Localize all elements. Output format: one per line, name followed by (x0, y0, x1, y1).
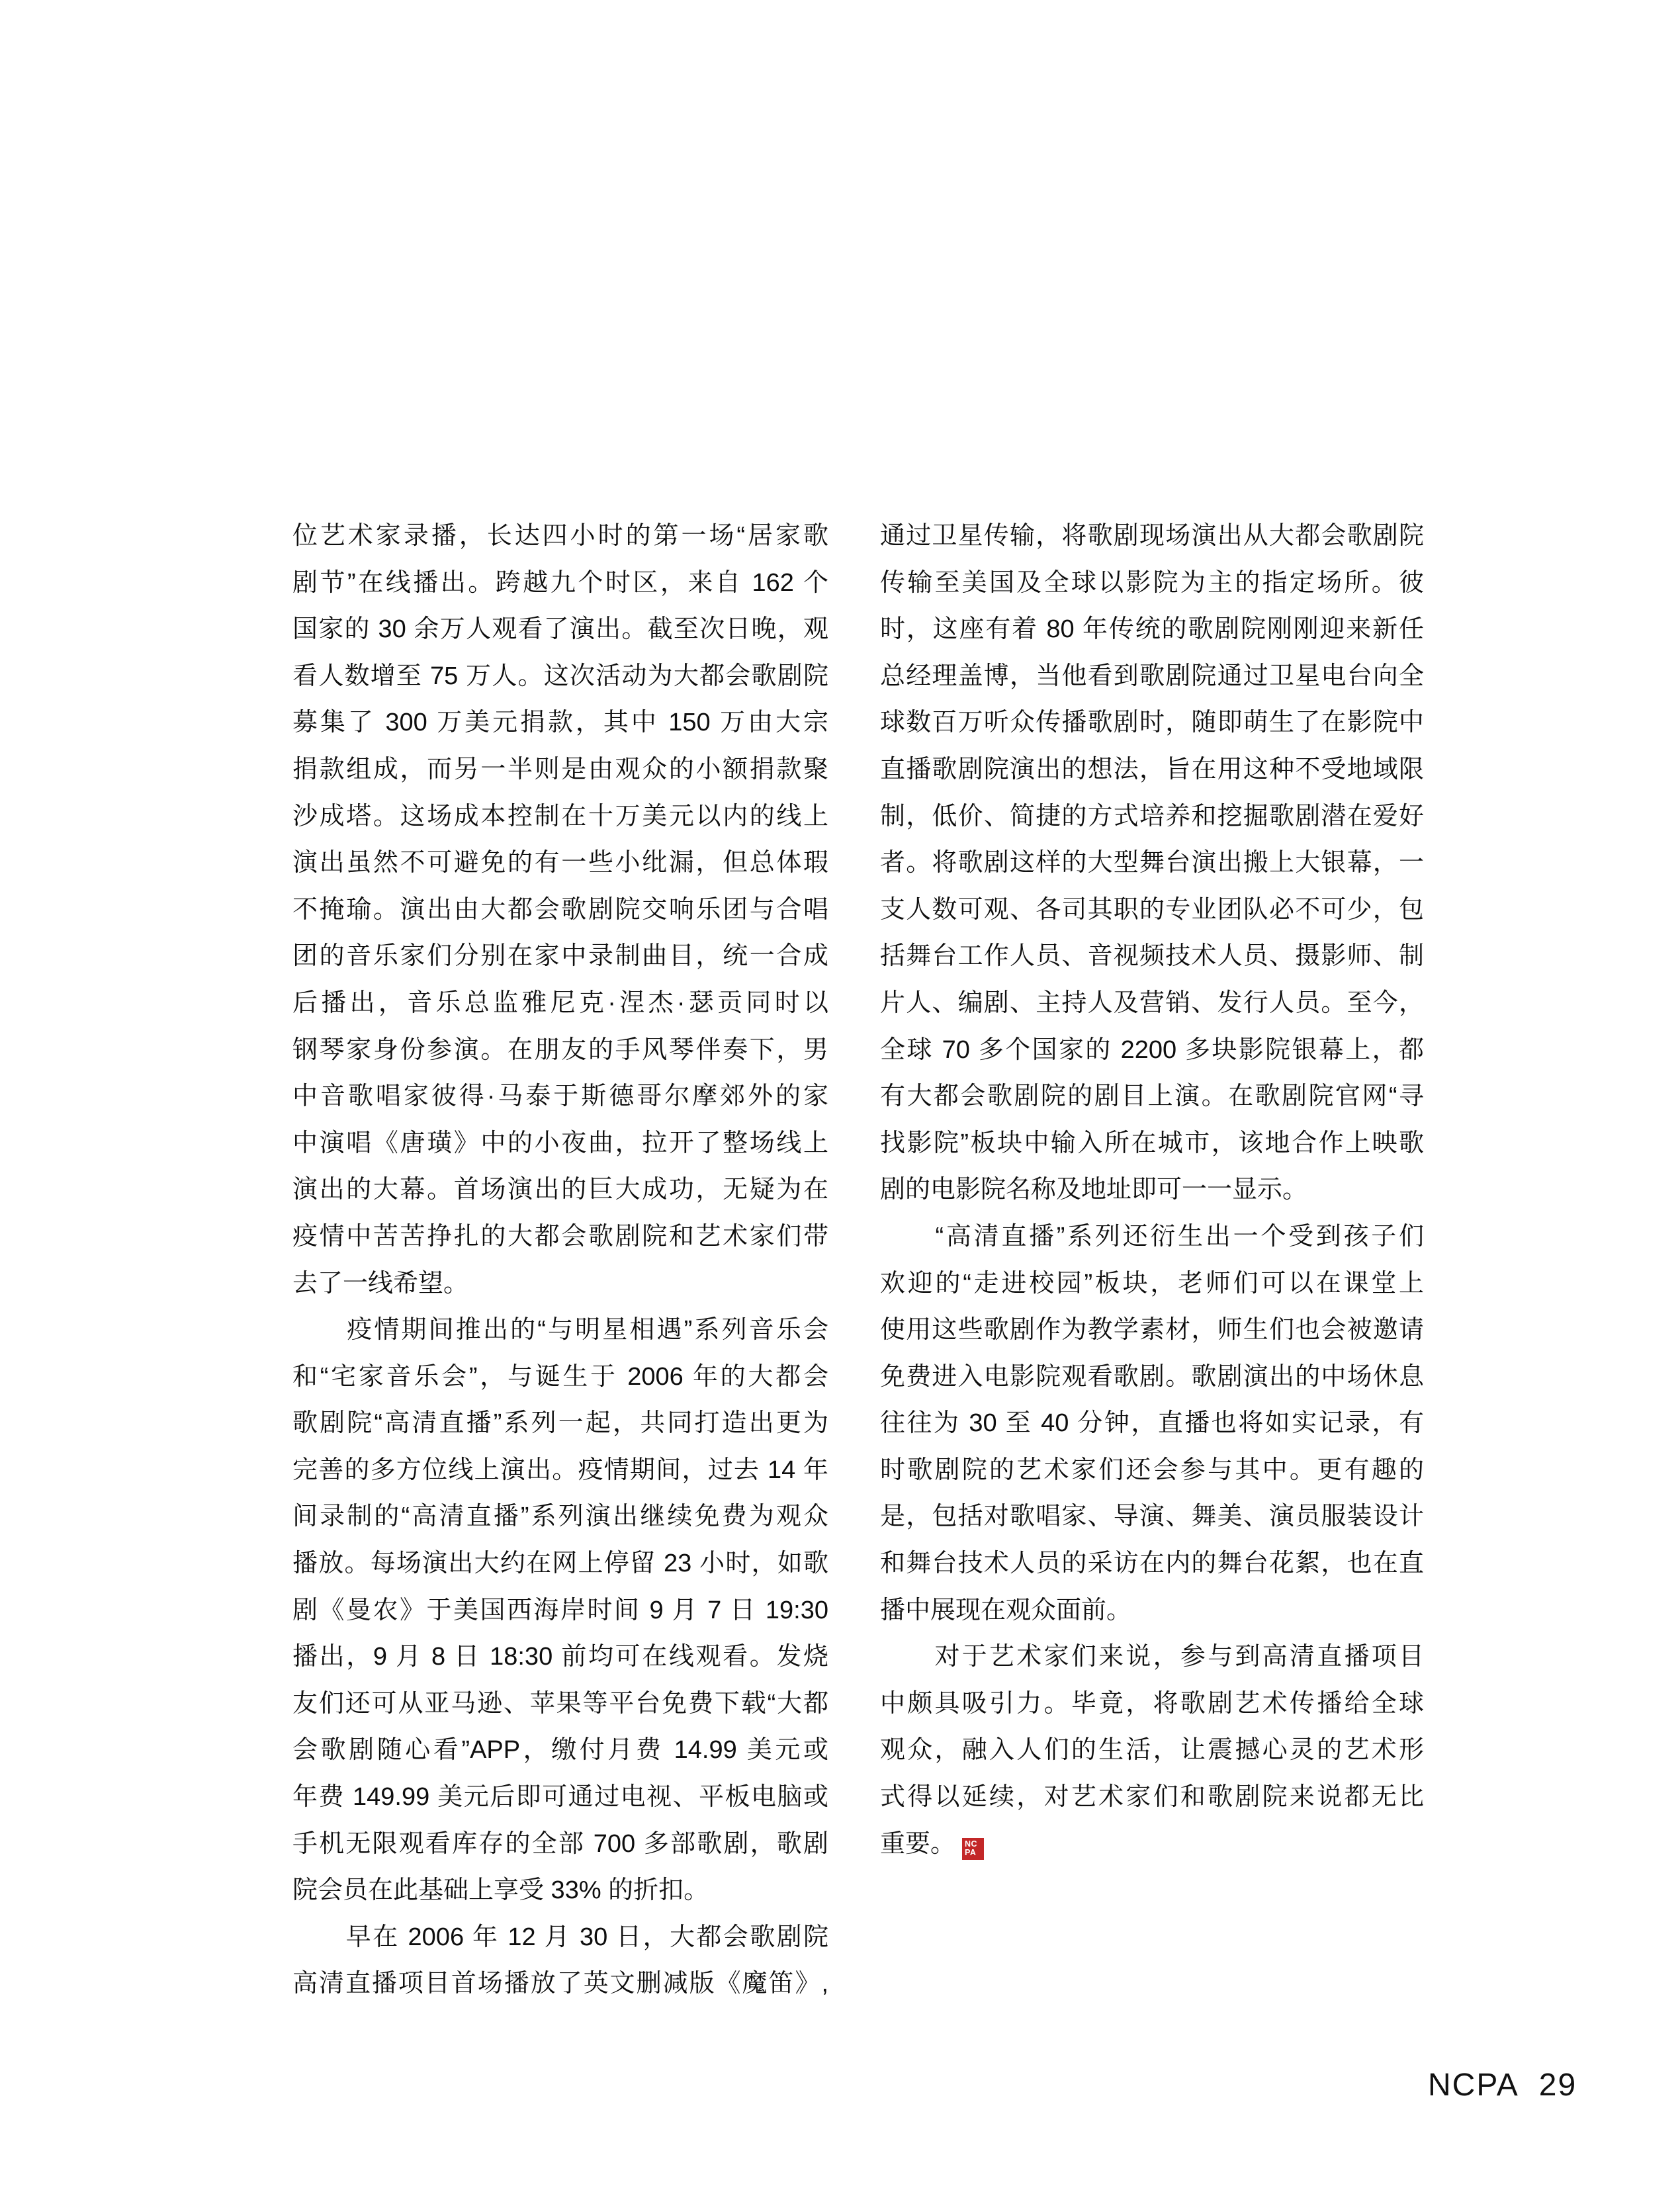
right-text-column (880, 513, 1424, 1867)
text-line: 直播歌剧院演出的想法，旨在用这种不受地域限 (880, 755, 1424, 783)
text-line: 制，低价、简捷的方式培养和挖掘歌剧潜在爱好 (880, 802, 1424, 830)
text-line: 对于艺术家们来说，参与到高清直播项目 (880, 1643, 1424, 1671)
text-line: 歌剧院“高清直播”系列一起，共同打造出更为 (292, 1409, 828, 1438)
text-line: 团的音乐家们分别在家中录制曲目，统一合成 (292, 942, 828, 971)
text-line: 疫情期间推出的“与明星相遇”系列音乐会 (292, 1316, 828, 1344)
text-line: 使用这些歌剧作为教学素材，师生们也会被邀请 (880, 1316, 1424, 1344)
text-line: 间录制的“高清直播”系列演出继续免费为观众 (292, 1503, 828, 1531)
text-line: “高清直播”系列还衍生出一个受到孩子们 (880, 1222, 1424, 1250)
text-line: 沙成塔。这场成本控制在十万美元以内的线上 (292, 802, 828, 830)
text-line: 时，这座有着 80 年传统的歌剧院刚刚迎来新任 (880, 615, 1424, 644)
text-line: 剧节”在线播出。跨越九个时区，来自 162 个 (292, 568, 828, 597)
text-line: 看人数增至 75 万人。这次活动为大都会歌剧院 (292, 662, 828, 690)
text-line: 是，包括对歌唱家、导演、舞美、演员服装设计 (880, 1503, 1424, 1531)
text-line: 位艺术家录播，长达四小时的第一场“居家歌 (292, 522, 828, 550)
text-line: 和舞台技术人员的采访在内的舞台花絮，也在直 (880, 1550, 1424, 1578)
text-line: 者。将歌剧这样的大型舞台演出搬上大银幕，一 (880, 849, 1424, 877)
text-line: 播出，9 月 8 日 18:30 前均可在线观看。发烧 (292, 1643, 828, 1671)
text-line: 找影院”板块中输入所在城市，该地合作上映歌 (880, 1129, 1424, 1157)
text-line: 完善的多方位线上演出。疫情期间，过去 14 年 (292, 1456, 828, 1484)
seal-text-bottom: PA (965, 1847, 977, 1857)
text-line: 中颇具吸引力。毕竟，将歌剧艺术传播给全球 (880, 1689, 1424, 1718)
text-line: 全球 70 多个国家的 2200 多块影院银幕上，都 (880, 1035, 1424, 1064)
text-line: 募集了 300 万美元捐款，其中 150 万由大宗 (292, 709, 828, 737)
text-line: 捐款组成，而另一半则是由观众的小额捐款聚 (292, 755, 828, 783)
journal-name: NCPA (1428, 2068, 1519, 2103)
text-line: 钢琴家身份参演。在朋友的手风琴伴奏下，男 (292, 1035, 828, 1064)
text-line: 免费进入电影院观看歌剧。歌剧演出的中场休息 (880, 1362, 1424, 1391)
text-line: 剧的电影院名称及地址即可一一显示。 (880, 1176, 1308, 1204)
text-line: 会歌剧随心看”APP，缴付月费 14.99 美元或 (292, 1736, 828, 1765)
text-line: 早在 2006 年 12 月 30 日，大都会歌剧院 (292, 1923, 828, 1951)
text-line: 支人数可观、各司其职的专业团队必不可少，包 (880, 895, 1424, 924)
text-line: 传输至美国及全球以影院为主的指定场所。彼 (880, 568, 1424, 597)
text-line: 友们还可从亚马逊、苹果等平台免费下载“大都 (292, 1689, 828, 1718)
text-line: 括舞台工作人员、音视频技术人员、摄影师、制 (880, 942, 1424, 971)
text-line: 高清直播项目首场播放了英文删减版《魔笛》, (292, 1970, 828, 1998)
text-line: 国家的 30 余万人观看了演出。截至次日晚，观 (292, 615, 828, 644)
article-closing-line (880, 1821, 1424, 1868)
text-line: 式得以延续，对艺术家们和歌剧院来说都无比 (880, 1783, 1424, 1812)
text-line: 院会员在此基础上享受 33% 的折扣。 (292, 1876, 709, 1905)
text-line: 时歌剧院的艺术家们还会参与其中。更有趣的 (880, 1456, 1424, 1484)
right-column-paragraphs (880, 513, 1424, 1821)
page-number: 29 (1538, 2068, 1577, 2103)
text-line: 不掩瑜。演出由大都会歌剧院交响乐团与合唱 (292, 895, 828, 924)
text-line: 年费 149.99 美元后即可通过电视、平板电脑或 (292, 1783, 828, 1812)
text-line: 总经理盖博，当他看到歌剧院通过卫星电台向全 (880, 662, 1424, 690)
text-line: 往往为 30 至 40 分钟，直播也将如实记录，有 (880, 1409, 1424, 1438)
text-line: 通过卫星传输，将歌剧现场演出从大都会歌剧院 (880, 522, 1424, 550)
text-line: 演出虽然不可避免的有一些小纰漏，但总体瑕 (292, 849, 828, 877)
ncpa-seal-icon (962, 1838, 984, 1860)
text-line: 中音歌唱家彼得·马泰于斯德哥尔摩郊外的家 (292, 1082, 828, 1111)
text-line: 欢迎的“走进校园”板块，老师们可以在课堂上 (880, 1269, 1424, 1297)
text-line: 有大都会歌剧院的剧目上演。在歌剧院官网“寻 (880, 1082, 1424, 1111)
seal-text-top: NC (965, 1839, 978, 1849)
text-line: 手机无限观看库存的全部 700 多部歌剧，歌剧 (292, 1829, 828, 1858)
text-line: 后播出，音乐总监雅尼克·涅杰·瑟贡同时以 (292, 988, 828, 1017)
text-line: 播放。每场演出大约在网上停留 23 小时，如歌 (292, 1550, 828, 1578)
text-line: 播中展现在观众面前。 (880, 1596, 1132, 1624)
left-text-column (292, 513, 828, 2007)
closing-line-text: 重要。 (880, 1829, 956, 1858)
text-line: 球数百万听众传播歌剧时，随即萌生了在影院中 (880, 709, 1424, 737)
page-footer (1428, 2068, 1577, 2103)
text-line: 中演唱《唐璜》中的小夜曲，拉开了整场线上 (292, 1129, 828, 1157)
text-line: 观众，融入人们的生活，让震撼心灵的艺术形 (880, 1736, 1424, 1765)
text-line: 片人、编剧、主持人及营销、发行人员。至今， (880, 988, 1424, 1017)
text-line: 剧《曼农》于美国西海岸时间 9 月 7 日 19:30 (292, 1596, 828, 1624)
text-line: 去了一线希望。 (292, 1269, 469, 1297)
text-line: 演出的大幕。首场演出的巨大成功，无疑为在 (292, 1176, 828, 1204)
text-line: 疫情中苦苦挣扎的大都会歌剧院和艺术家们带 (292, 1222, 828, 1250)
text-line: 和“宅家音乐会”，与诞生于 2006 年的大都会 (292, 1362, 828, 1391)
